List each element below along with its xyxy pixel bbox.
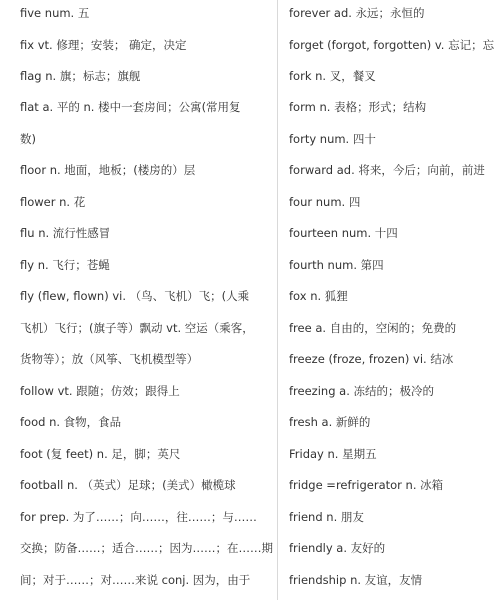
entry-line: follow vt. 跟随；仿效；跟得上 (20, 384, 180, 398)
entry-line: flower n. 花 (20, 195, 86, 209)
entry-line: four num. 四 (289, 195, 361, 209)
entry-line: forever ad. 永远；永恒的 (289, 6, 425, 20)
right-column (282, 0, 500, 600)
entry-line: flu n. 流行性感冒 (20, 226, 111, 240)
entry-line: 货物等）；放（风筝、飞机模型等） (20, 352, 199, 366)
entry-line: freeze (froze, frozen) vi. 结冰 (289, 352, 454, 366)
entry-line: food n. 食物，食品 (20, 415, 122, 429)
entry-line: flat a. 平的 n. 楼中一套房间；公寓(常用复 (20, 100, 241, 114)
entry-line: friendship n. 友谊，友情 (289, 573, 423, 587)
entry-line: fourteen num. 十四 (289, 226, 398, 240)
entry-line: football n. （英式）足球；(美式）橄榄球 (20, 478, 236, 492)
entry-line: fridge =refrigerator n. 冰箱 (289, 478, 444, 492)
entry-line: for prep. 为了……；向……，往……；与…… (20, 510, 257, 524)
entry-line: fox n. 狐狸 (289, 289, 348, 303)
entry-line: flag n. 旗；标志；旗舰 (20, 69, 141, 83)
entry-line: fourth num. 第四 (289, 258, 384, 272)
entry-line: floor n. 地面，地板；(楼房的）层 (20, 163, 196, 177)
entry-line: fly (flew, flown) vi. （鸟、飞机）飞；(人乘 (20, 289, 250, 303)
entry-line: form n. 表格；形式；结构 (289, 100, 427, 114)
entry-line: forty num. 四十 (289, 132, 376, 146)
entry-line: 数) (20, 132, 36, 146)
entry-line: fix vt. 修理；安装； 确定，决定 (20, 38, 187, 52)
entry-line: fresh a. 新鲜的 (289, 415, 371, 429)
entry-line: friendly a. 友好的 (289, 541, 386, 555)
entry-line: forward ad. 将来，今后；向前，前进 (289, 163, 485, 177)
entry-line: 飞机）飞行；(旗子等）飘动 vt. 空运（乘客， (20, 321, 254, 335)
entry-line: 间；对于……；对……来说 conj. 因为，由于 (20, 573, 251, 587)
entry-line: fork n. 叉，餐叉 (289, 69, 376, 83)
column-divider (277, 0, 278, 600)
entry-line: freezing a. 冻结的；极冷的 (289, 384, 435, 398)
entry-line: foot (复 feet) n. 足，脚；英尺 (20, 447, 181, 461)
entry-line: 交换；防备……；适合……；因为……；在……期 (20, 541, 273, 555)
entry-line: friend n. 朋友 (289, 510, 364, 524)
entry-line: fly n. 飞行；苍蝇 (20, 258, 110, 272)
entry-line: free a. 自由的，空闲的；免费的 (289, 321, 457, 335)
entry-line: forget (forgot, forgotten) v. 忘记；忘 (289, 38, 495, 52)
entry-line: Friday n. 星期五 (289, 447, 377, 461)
entry-line: five num. 五 (20, 6, 90, 20)
